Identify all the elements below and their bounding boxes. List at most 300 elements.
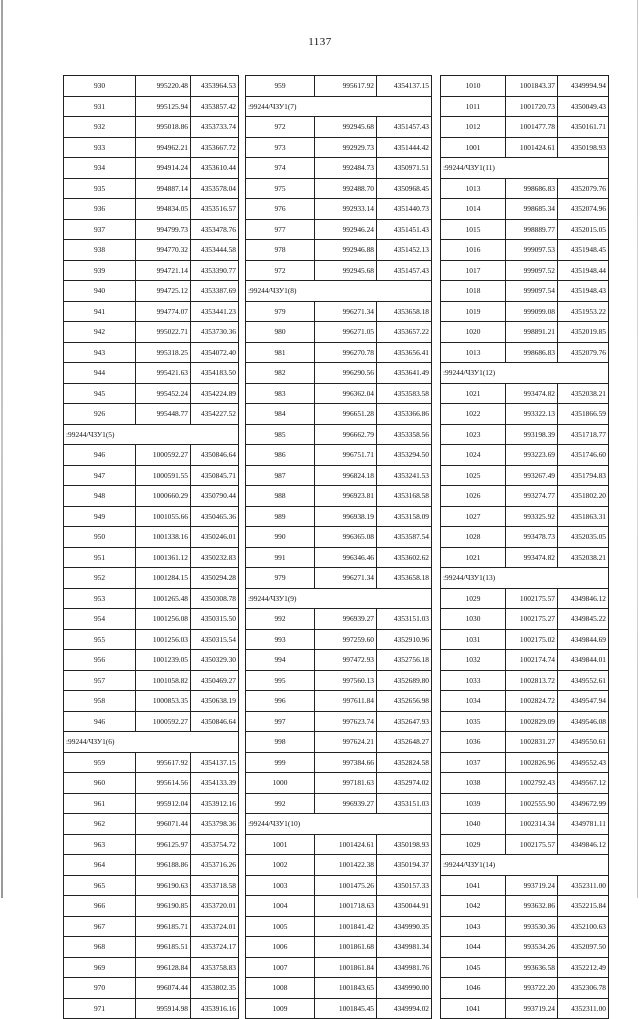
x-coordinate: 996923.81: [315, 486, 377, 507]
y-coordinate: 4354137.15: [377, 76, 432, 97]
y-coordinate: 4353610.44: [191, 158, 239, 179]
y-coordinate: 4352756.18: [377, 650, 432, 671]
table-row: [64, 588, 609, 609]
point-number: 938: [64, 240, 136, 261]
x-coordinate: 995421.63: [136, 363, 191, 384]
x-coordinate: 996290.56: [315, 363, 377, 384]
x-coordinate: 1001338.16: [136, 527, 191, 548]
table-row: [64, 855, 609, 876]
y-coordinate: 4351863.31: [558, 506, 609, 527]
x-coordinate: 996128.84: [136, 957, 191, 978]
column-gap: [239, 937, 246, 958]
x-coordinate: 996662.79: [315, 424, 377, 445]
y-coordinate: 4353758.83: [191, 957, 239, 978]
x-coordinate: 992946.24: [315, 219, 377, 240]
point-number: 969: [64, 957, 136, 978]
point-number: 987: [246, 465, 315, 486]
point-number: 1015: [441, 219, 506, 240]
point-number: 980: [246, 322, 315, 343]
point-number: 1029: [441, 588, 506, 609]
x-coordinate: 1002175.57: [506, 834, 558, 855]
column-gap: [432, 96, 441, 117]
x-coordinate: 993223.69: [506, 445, 558, 466]
x-coordinate: 995125.94: [136, 96, 191, 117]
point-number: 959: [64, 752, 136, 773]
x-coordinate: 995220.48: [136, 76, 191, 97]
point-number: 968: [64, 937, 136, 958]
point-number: 1038: [441, 773, 506, 794]
table-row: [64, 691, 609, 712]
column-gap: [432, 773, 441, 794]
y-coordinate: 4351948.45: [558, 240, 609, 261]
column-gap: [432, 465, 441, 486]
y-coordinate: 4352648.27: [377, 732, 432, 753]
y-coordinate: 4351444.42: [377, 137, 432, 158]
table-row: [64, 527, 609, 548]
column-gap: [239, 896, 246, 917]
point-number: 953: [64, 588, 136, 609]
y-coordinate: 4350246.01: [191, 527, 239, 548]
column-gap: [432, 363, 441, 384]
column-gap: [239, 178, 246, 199]
column-gap: [432, 527, 441, 548]
y-coordinate: 4354072.40: [191, 342, 239, 363]
y-coordinate: 4352019.85: [558, 322, 609, 343]
x-coordinate: 998891.21: [506, 322, 558, 343]
y-coordinate: 4352311.00: [558, 875, 609, 896]
point-number: 1022: [441, 404, 506, 425]
table-row: [64, 219, 609, 240]
y-coordinate: 4353802.35: [191, 978, 239, 999]
column-gap: [432, 424, 441, 445]
y-coordinate: 4353516.57: [191, 199, 239, 220]
table-row: [64, 445, 609, 466]
parcel-label: :99244/ЧЗУ1(12): [441, 363, 609, 384]
x-coordinate: 1001841.42: [315, 916, 377, 937]
column-gap: [432, 301, 441, 322]
point-number: 979: [246, 301, 315, 322]
column-gap: [239, 998, 246, 1019]
x-coordinate: 993719.24: [506, 998, 558, 1019]
x-coordinate: 995912.04: [136, 793, 191, 814]
point-number: 1021: [441, 383, 506, 404]
y-coordinate: 4353583.58: [377, 383, 432, 404]
column-gap: [239, 711, 246, 732]
x-coordinate: 997560.13: [315, 670, 377, 691]
parcel-label: :99244/ЧЗУ1(13): [441, 568, 609, 589]
point-number: 1032: [441, 650, 506, 671]
y-coordinate: 4349846.12: [558, 588, 609, 609]
column-gap: [239, 670, 246, 691]
column-gap: [432, 937, 441, 958]
y-coordinate: 4350198.93: [558, 137, 609, 158]
point-number: 992: [246, 793, 315, 814]
x-coordinate: 1001361.12: [136, 547, 191, 568]
y-coordinate: 4353158.09: [377, 506, 432, 527]
x-coordinate: 1002555.90: [506, 793, 558, 814]
x-coordinate: 992488.70: [315, 178, 377, 199]
y-coordinate: 4350845.71: [191, 465, 239, 486]
table-row: [64, 732, 609, 753]
point-number: 945: [64, 383, 136, 404]
scan-shadow-right: [637, 0, 638, 898]
y-coordinate: 4350315.54: [191, 629, 239, 650]
column-gap: [239, 773, 246, 794]
x-coordinate: 1001845.45: [315, 998, 377, 1019]
y-coordinate: 4353358.56: [377, 424, 432, 445]
x-coordinate: 993636.58: [506, 957, 558, 978]
point-number: 1036: [441, 732, 506, 753]
column-gap: [432, 711, 441, 732]
y-coordinate: 4349981.76: [377, 957, 432, 978]
point-number: 961: [64, 793, 136, 814]
y-coordinate: 4350294.28: [191, 568, 239, 589]
column-gap: [239, 199, 246, 220]
x-coordinate: 999097.52: [506, 260, 558, 281]
point-number: 1012: [441, 117, 506, 138]
x-coordinate: 1001256.03: [136, 629, 191, 650]
column-gap: [432, 814, 441, 835]
y-coordinate: 4350465.36: [191, 506, 239, 527]
y-coordinate: 4353658.18: [377, 301, 432, 322]
column-gap: [432, 896, 441, 917]
column-gap: [432, 752, 441, 773]
point-number: 966: [64, 896, 136, 917]
x-coordinate: 1001424.61: [315, 834, 377, 855]
y-coordinate: 4351953.22: [558, 301, 609, 322]
point-number: 999: [246, 752, 315, 773]
y-coordinate: 4353916.16: [191, 998, 239, 1019]
scan-shadow-left: [1, 0, 3, 898]
y-coordinate: 4350161.71: [558, 117, 609, 138]
x-coordinate: 998685.34: [506, 199, 558, 220]
x-coordinate: 994770.32: [136, 240, 191, 261]
point-number: 933: [64, 137, 136, 158]
y-coordinate: 4352212.49: [558, 957, 609, 978]
point-number: 944: [64, 363, 136, 384]
point-number: 951: [64, 547, 136, 568]
x-coordinate: 998686.83: [506, 178, 558, 199]
x-coordinate: 995452.24: [136, 383, 191, 404]
column-gap: [432, 117, 441, 138]
column-gap: [432, 834, 441, 855]
parcel-label: :99244/ЧЗУ1(11): [441, 158, 609, 179]
x-coordinate: 993530.36: [506, 916, 558, 937]
x-coordinate: 996190.63: [136, 875, 191, 896]
point-number: 1000: [246, 773, 315, 794]
x-coordinate: 999097.54: [506, 281, 558, 302]
point-number: 930: [64, 76, 136, 97]
point-number: 993: [246, 629, 315, 650]
y-coordinate: 4349990.35: [377, 916, 432, 937]
x-coordinate: 992929.73: [315, 137, 377, 158]
y-coordinate: 4349552.61: [558, 670, 609, 691]
column-gap: [239, 506, 246, 527]
point-number: 1020: [441, 322, 506, 343]
y-coordinate: 4351452.13: [377, 240, 432, 261]
x-coordinate: 1001239.05: [136, 650, 191, 671]
column-gap: [432, 342, 441, 363]
x-coordinate: 995617.92: [136, 752, 191, 773]
column-gap: [432, 998, 441, 1019]
y-coordinate: 4352015.05: [558, 219, 609, 240]
point-number: 992: [246, 609, 315, 630]
point-number: 960: [64, 773, 136, 794]
point-number: 1041: [441, 998, 506, 1019]
point-number: 995: [246, 670, 315, 691]
y-coordinate: 4351457.43: [377, 117, 432, 138]
y-coordinate: 4350044.91: [377, 896, 432, 917]
y-coordinate: 4350198.93: [377, 834, 432, 855]
column-gap: [239, 814, 246, 835]
x-coordinate: 1002175.27: [506, 609, 558, 630]
y-coordinate: 4353964.53: [191, 76, 239, 97]
column-gap: [432, 445, 441, 466]
column-gap: [432, 219, 441, 240]
column-gap: [432, 137, 441, 158]
point-number: 1026: [441, 486, 506, 507]
y-coordinate: 4353857.42: [191, 96, 239, 117]
x-coordinate: 1002175.57: [506, 588, 558, 609]
y-coordinate: 4352100.63: [558, 916, 609, 937]
point-number: 1030: [441, 609, 506, 630]
y-coordinate: 4351718.77: [558, 424, 609, 445]
point-number: 1013: [441, 342, 506, 363]
x-coordinate: 993719.24: [506, 875, 558, 896]
y-coordinate: 4352910.96: [377, 629, 432, 650]
y-coordinate: 4352974.02: [377, 773, 432, 794]
y-coordinate: 4353168.58: [377, 486, 432, 507]
point-number: 963: [64, 834, 136, 855]
x-coordinate: 993267.49: [506, 465, 558, 486]
y-coordinate: 4352038.21: [558, 383, 609, 404]
point-number: 939: [64, 260, 136, 281]
x-coordinate: 992945.68: [315, 117, 377, 138]
column-gap: [432, 383, 441, 404]
parcel-label: :99244/ЧЗУ1(6): [64, 732, 239, 753]
x-coordinate: 1000592.27: [136, 445, 191, 466]
column-gap: [239, 609, 246, 630]
parcel-label: :99244/ЧЗУ1(8): [246, 281, 432, 302]
page-number: 1137: [308, 36, 332, 48]
column-gap: [432, 957, 441, 978]
y-coordinate: 4349994.94: [558, 76, 609, 97]
y-coordinate: 4349990.00: [377, 978, 432, 999]
column-gap: [239, 322, 246, 343]
x-coordinate: 1001058.82: [136, 670, 191, 691]
table-row: [64, 834, 609, 855]
column-gap: [239, 691, 246, 712]
point-number: 954: [64, 609, 136, 630]
table-row: [64, 281, 609, 302]
x-coordinate: 994774.07: [136, 301, 191, 322]
y-coordinate: 4352689.80: [377, 670, 432, 691]
column-gap: [432, 650, 441, 671]
y-coordinate: 4351746.60: [558, 445, 609, 466]
column-gap: [432, 199, 441, 220]
x-coordinate: 995018.86: [136, 117, 191, 138]
column-gap: [239, 916, 246, 937]
point-number: 964: [64, 855, 136, 876]
x-coordinate: 1001284.15: [136, 568, 191, 589]
column-gap: [239, 855, 246, 876]
column-gap: [239, 629, 246, 650]
point-number: 1005: [246, 916, 315, 937]
column-gap: [239, 978, 246, 999]
x-coordinate: 996651.28: [315, 404, 377, 425]
column-gap: [432, 588, 441, 609]
point-number: 1029: [441, 834, 506, 855]
x-coordinate: 996939.27: [315, 609, 377, 630]
y-coordinate: 4353478.76: [191, 219, 239, 240]
column-gap: [239, 404, 246, 425]
point-number: 956: [64, 650, 136, 671]
column-gap: [239, 547, 246, 568]
y-coordinate: 4350790.44: [191, 486, 239, 507]
y-coordinate: 4351802.20: [558, 486, 609, 507]
table-row: [64, 322, 609, 343]
column-gap: [239, 875, 246, 896]
point-number: 979: [246, 568, 315, 589]
y-coordinate: 4350968.45: [377, 178, 432, 199]
y-coordinate: 4353441.23: [191, 301, 239, 322]
column-gap: [239, 793, 246, 814]
x-coordinate: 994962.21: [136, 137, 191, 158]
parcel-label: :99244/ЧЗУ1(10): [246, 814, 432, 835]
table-row: [64, 629, 609, 650]
x-coordinate: 1002175.02: [506, 629, 558, 650]
x-coordinate: 992484.73: [315, 158, 377, 179]
column-gap: [239, 281, 246, 302]
y-coordinate: 4352074.96: [558, 199, 609, 220]
table-row: [64, 978, 609, 999]
x-coordinate: 995318.25: [136, 342, 191, 363]
x-coordinate: 1002824.72: [506, 691, 558, 712]
point-number: 937: [64, 219, 136, 240]
column-gap: [432, 404, 441, 425]
point-number: 1040: [441, 814, 506, 835]
table-row: [64, 896, 609, 917]
table-row: [64, 937, 609, 958]
column-gap: [239, 957, 246, 978]
point-number: 1002: [246, 855, 315, 876]
table-row: [64, 301, 609, 322]
y-coordinate: 4352079.76: [558, 342, 609, 363]
x-coordinate: 994799.73: [136, 219, 191, 240]
x-coordinate: 996938.19: [315, 506, 377, 527]
point-number: 935: [64, 178, 136, 199]
x-coordinate: 998889.77: [506, 219, 558, 240]
table-row: [64, 752, 609, 773]
x-coordinate: 994725.12: [136, 281, 191, 302]
y-coordinate: 4353754.72: [191, 834, 239, 855]
x-coordinate: 992946.88: [315, 240, 377, 261]
coordinates-table: [63, 75, 609, 1019]
point-number: 1001: [441, 137, 506, 158]
x-coordinate: 996824.18: [315, 465, 377, 486]
point-number: 1007: [246, 957, 315, 978]
y-coordinate: 4352306.78: [558, 978, 609, 999]
table-row: [64, 773, 609, 794]
point-number: 982: [246, 363, 315, 384]
table-row: [64, 916, 609, 937]
x-coordinate: 997472.93: [315, 650, 377, 671]
point-number: 1023: [441, 424, 506, 445]
table-row: [64, 998, 609, 1019]
point-number: 931: [64, 96, 136, 117]
point-number: 975: [246, 178, 315, 199]
x-coordinate: 994887.14: [136, 178, 191, 199]
point-number: 971: [64, 998, 136, 1019]
point-number: 1014: [441, 199, 506, 220]
y-coordinate: 4353387.69: [191, 281, 239, 302]
column-gap: [239, 486, 246, 507]
table-row: [64, 957, 609, 978]
x-coordinate: 998686.83: [506, 342, 558, 363]
point-number: 1004: [246, 896, 315, 917]
x-coordinate: 996071.44: [136, 814, 191, 835]
table-row: [64, 486, 609, 507]
y-coordinate: 4354183.50: [191, 363, 239, 384]
point-number: 1003: [246, 875, 315, 896]
point-number: 949: [64, 506, 136, 527]
y-coordinate: 4350157.33: [377, 875, 432, 896]
x-coordinate: 1000660.29: [136, 486, 191, 507]
y-coordinate: 4350329.30: [191, 650, 239, 671]
point-number: 936: [64, 199, 136, 220]
table-row: [64, 793, 609, 814]
x-coordinate: 992945.68: [315, 260, 377, 281]
point-number: 990: [246, 527, 315, 548]
column-gap: [239, 363, 246, 384]
y-coordinate: 4352311.00: [558, 998, 609, 1019]
y-coordinate: 4349552.43: [558, 752, 609, 773]
x-coordinate: 1001861.84: [315, 957, 377, 978]
point-number: 1033: [441, 670, 506, 691]
point-number: 1006: [246, 937, 315, 958]
point-number: 1041: [441, 875, 506, 896]
point-number: 1043: [441, 916, 506, 937]
x-coordinate: 1001720.73: [506, 96, 558, 117]
point-number: 1025: [441, 465, 506, 486]
parcel-label: :99244/ЧЗУ1(9): [246, 588, 432, 609]
column-gap: [239, 588, 246, 609]
y-coordinate: 4352079.76: [558, 178, 609, 199]
column-gap: [432, 978, 441, 999]
table-row: [64, 342, 609, 363]
y-coordinate: 4350846.64: [191, 711, 239, 732]
point-number: 1011: [441, 96, 506, 117]
x-coordinate: 996190.85: [136, 896, 191, 917]
x-coordinate: 993474.82: [506, 383, 558, 404]
point-number: 965: [64, 875, 136, 896]
y-coordinate: 4350232.83: [191, 547, 239, 568]
y-coordinate: 4353912.16: [191, 793, 239, 814]
y-coordinate: 4353716.26: [191, 855, 239, 876]
point-number: 976: [246, 199, 315, 220]
point-number: 926: [64, 404, 136, 425]
point-number: 1001: [246, 834, 315, 855]
point-number: 1039: [441, 793, 506, 814]
y-coordinate: 4354137.15: [191, 752, 239, 773]
table-row: [64, 240, 609, 261]
point-number: 1019: [441, 301, 506, 322]
column-gap: [432, 260, 441, 281]
y-coordinate: 4354133.39: [191, 773, 239, 794]
point-number: 1013: [441, 178, 506, 199]
table-row: [64, 363, 609, 384]
x-coordinate: 996271.34: [315, 568, 377, 589]
